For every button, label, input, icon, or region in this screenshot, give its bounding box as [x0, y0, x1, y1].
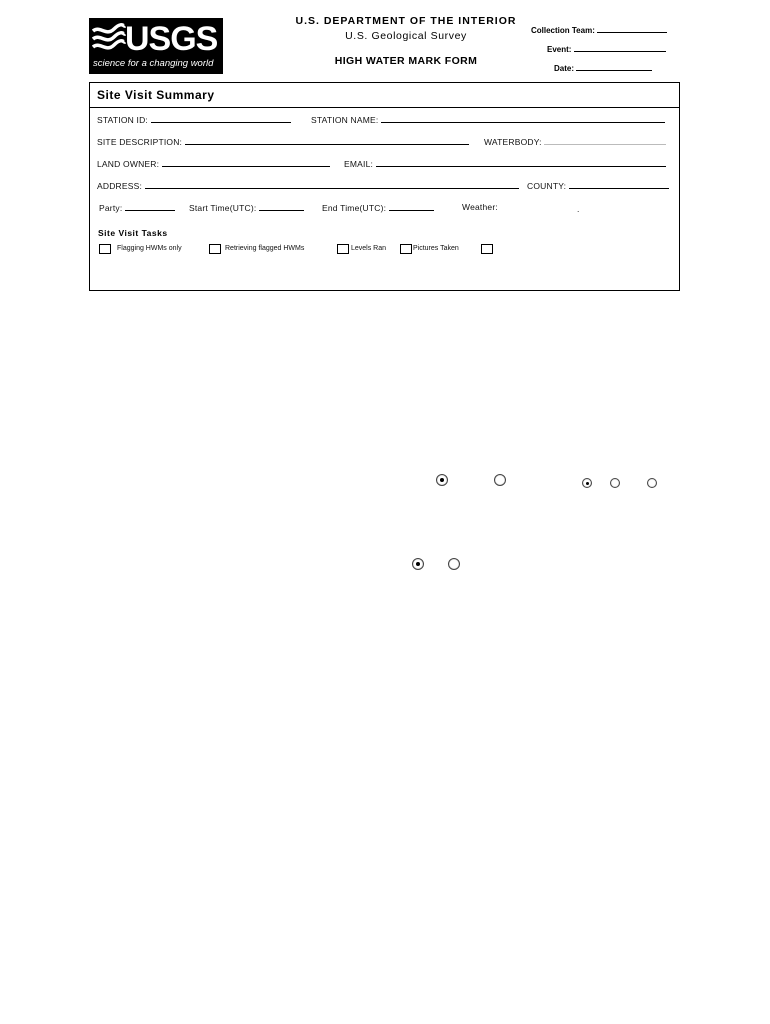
site-visit-tasks-title: Site Visit Tasks: [98, 228, 168, 238]
collection-team-label: Collection Team:: [531, 26, 595, 35]
department-heading: U.S. DEPARTMENT OF THE INTERIOR: [295, 15, 517, 27]
station-name-input[interactable]: [381, 115, 665, 123]
party-label: Party:: [99, 203, 123, 213]
radio-group2-option1[interactable]: [582, 478, 592, 488]
land-owner-label: LAND OWNER:: [97, 159, 160, 169]
panel-title: Site Visit Summary: [97, 88, 215, 102]
end-time-field: [322, 203, 434, 213]
end-time-label: End Time(UTC):: [322, 203, 387, 213]
radio-group3-option1[interactable]: [412, 558, 424, 570]
station-id-input[interactable]: [151, 115, 291, 123]
usgs-logo: [89, 18, 223, 74]
task-checkbox-flagging[interactable]: [99, 244, 111, 254]
task-label-pictures: Pictures Taken: [413, 245, 459, 252]
form-title: HIGH WATER MARK FORM: [334, 55, 478, 67]
radio-group2-option2[interactable]: [610, 478, 620, 488]
site-description-label: SITE DESCRIPTION:: [97, 137, 183, 147]
address-input[interactable]: [145, 181, 519, 189]
radio-group3-option2[interactable]: [448, 558, 460, 570]
date-field: [554, 62, 652, 73]
weather-value[interactable]: .: [577, 204, 580, 214]
date-label: Date:: [554, 64, 575, 73]
county-input[interactable]: [569, 181, 669, 189]
email-field: [344, 159, 666, 169]
waterbody-label: WATERBODY:: [484, 137, 542, 147]
event-field: [547, 43, 666, 54]
address-label: ADDRESS:: [97, 181, 143, 191]
collection-team-input[interactable]: [597, 24, 667, 33]
station-name-field: [311, 115, 665, 125]
date-input[interactable]: [576, 62, 652, 71]
site-description-input[interactable]: [185, 137, 469, 145]
logo-tagline: science for a changing world: [93, 58, 214, 69]
usgs-wave-icon: [92, 23, 126, 57]
task-checkbox-other[interactable]: [481, 244, 493, 254]
start-time-label: Start Time(UTC):: [189, 203, 257, 213]
start-time-input[interactable]: [259, 203, 304, 211]
station-id-label: STATION ID:: [97, 115, 148, 125]
start-time-field: [189, 203, 304, 213]
panel-divider: [90, 107, 679, 108]
task-checkbox-retrieving[interactable]: [209, 244, 221, 254]
task-label-flagging: Flagging HWMs only: [117, 245, 182, 252]
radio-group1-option2[interactable]: [494, 474, 506, 486]
task-label-levels: Levels Ran: [351, 245, 387, 252]
radio-group2-option3[interactable]: [647, 478, 657, 488]
radio-group1-option1[interactable]: [436, 474, 448, 486]
event-input[interactable]: [574, 43, 666, 52]
county-label: COUNTY:: [527, 181, 567, 191]
land-owner-field: [97, 159, 330, 169]
task-checkbox-levels[interactable]: [337, 244, 349, 254]
task-checkbox-pictures[interactable]: [400, 244, 412, 254]
task-label-retrieving: Retrieving flagged HWMs: [225, 245, 305, 252]
address-field: [97, 181, 519, 191]
collection-team-field: [531, 24, 667, 35]
end-time-input[interactable]: [389, 203, 434, 211]
land-owner-input[interactable]: [162, 159, 330, 167]
site-visit-summary-panel: [89, 82, 680, 291]
agency-heading: U.S. Geological Survey: [345, 30, 467, 42]
event-label: Event:: [547, 45, 572, 54]
waterbody-input[interactable]: [544, 137, 666, 145]
site-description-field: [97, 137, 469, 147]
party-field: [99, 203, 175, 213]
station-id-field: [97, 115, 291, 125]
weather-label: Weather:: [462, 202, 498, 212]
party-input[interactable]: [125, 203, 175, 211]
station-name-label: STATION NAME:: [311, 115, 379, 125]
logo-wordmark: USGS: [125, 20, 218, 58]
email-input[interactable]: [376, 159, 666, 167]
email-label: EMAIL:: [344, 159, 374, 169]
waterbody-field: [484, 137, 666, 147]
weather-field: [462, 202, 498, 212]
county-field: [527, 181, 669, 191]
